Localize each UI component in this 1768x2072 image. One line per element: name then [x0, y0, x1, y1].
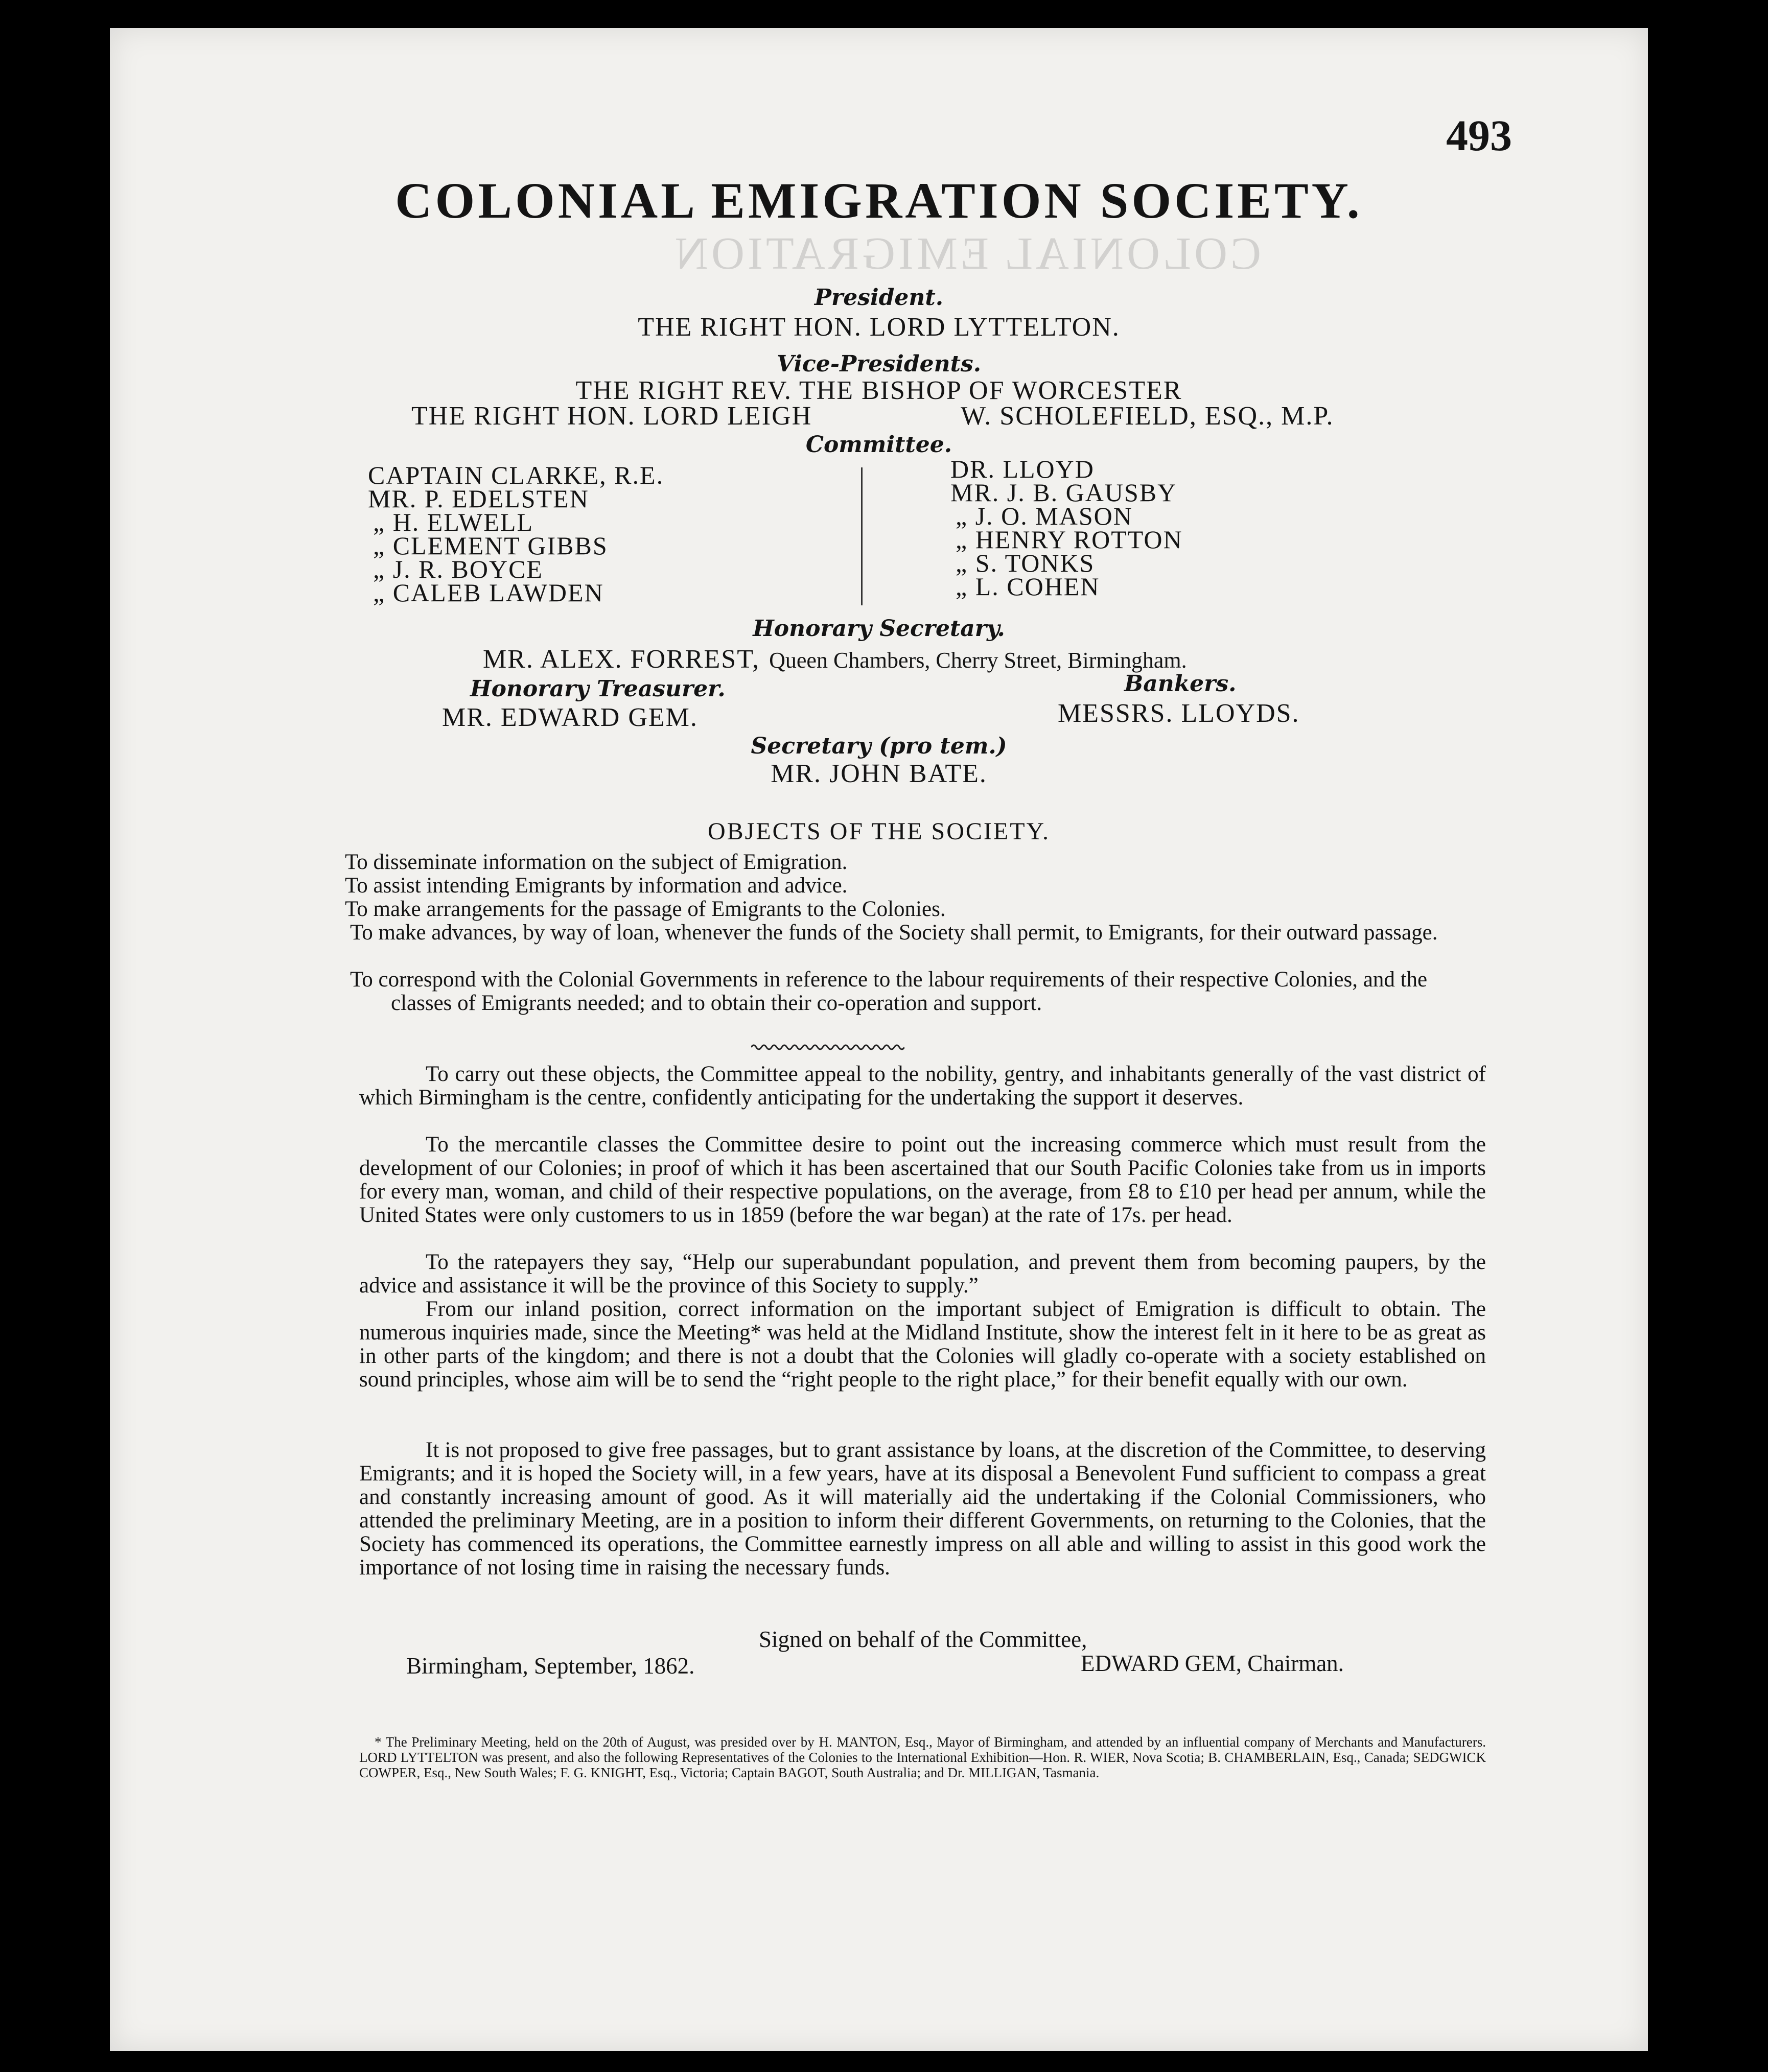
bleed-through-heading: COLONIAL EMIGRATION	[672, 228, 1262, 279]
honorary-treasurer-heading: Honorary Treasurer.	[470, 676, 726, 702]
vice-president-bishop: THE RIGHT REV. THE BISHOP OF WORCESTER	[575, 376, 1182, 405]
objects-heading: OBJECTS OF THE SOCIETY.	[708, 818, 1050, 845]
vice-presidents-heading: Vice-Presidents.	[776, 351, 982, 377]
committee-right-column	[950, 455, 1183, 601]
signed-line: Signed on behalf of the Committee,	[759, 1627, 1087, 1652]
honorary-secretary-heading: Honorary Secretary.	[753, 616, 1005, 642]
document-title: COLONIAL EMIGRATION SOCIETY.	[395, 172, 1363, 229]
object-item: To make arrangements for the passage of Emigrants to the Colonies.	[345, 897, 946, 921]
vice-president-scholefield: W. SCHOLEFIELD, ESQ., M.P.	[961, 402, 1334, 431]
object-item: To correspond with the Colonial Governments in reference to the labour requirements of their respective Colonies, and the classes of Emigrants needed; and to obtain their co-operation and support.	[350, 968, 1428, 1015]
committee-member: MR. J. B. GAUSBY	[950, 478, 1177, 507]
body-paragraph: To carry out these objects, the Committee appeal to the nobility, gentry, and inhabitants generally of the vast district of which Birmingham is the centre, confidently anticipating for the undertaking the support it deserves.	[359, 1062, 1486, 1110]
place-date: Birmingham, September, 1862.	[406, 1653, 695, 1679]
committee-member: CAPTAIN CLARKE, R.E.	[368, 461, 664, 489]
bankers-name: MESSRS. LLOYDS.	[1058, 699, 1300, 728]
secretary-heading: Secretary (pro tem.)	[751, 733, 1007, 759]
signer: EDWARD GEM, Chairman.	[1081, 1651, 1344, 1676]
committee-member: „ H. ELWELL	[373, 508, 533, 536]
footnote: * The Preliminary Meeting, held on the 20th of August, was presided over by H. MANTON, Esq., Mayor of Birmingham, and attended by an influential company of Merchants and Manufacturers. LORD LYTTELTON was present, and also the following Representatives of the Colonies to the International Exhibition—Hon. R. WIER, Nova Scotia; B. CHAMBERLAIN, Esq., Canada; SEDGWICK COWPER, Esq., New South Wales; F. G. KNIGHT, Esq., Victoria; Captain BAGOT, South Australia; and Dr. MILLIGAN, Tasmania.	[359, 1734, 1486, 1780]
committee-heading: Committee.	[805, 432, 952, 458]
bankers-heading: Bankers.	[1124, 671, 1237, 697]
object-item: To assist intending Emigrants by information and advice.	[345, 874, 848, 898]
committee-left-column	[368, 461, 664, 607]
committee-member: „ J. O. MASON	[956, 502, 1133, 530]
committee-member: „ CALEB LAWDEN	[373, 578, 604, 607]
honorary-secretary-line	[483, 644, 1187, 674]
committee-member: „ S. TONKS	[956, 549, 1095, 577]
body-paragraph: To the mercantile classes the Committee desire to point out the increasing commerce which must result from the development of our Colonies; in proof of which it has been ascertained that our South Pacific Colonies take from us in imports for every man, woman, and child of their respective populations, on the average, from £8 to £10 per head per annum, while the United States were only customers to us in 1859 (before the war began) at the rate of 17s. per head.	[359, 1133, 1486, 1227]
president-heading: President.	[814, 285, 944, 311]
honorary-secretary-name: MR. ALEX. FORREST,	[483, 645, 760, 674]
president-name: THE RIGHT HON. LORD LYTTELTON.	[638, 313, 1120, 342]
committee-divider	[861, 467, 863, 605]
committee-member: MR. P. EDELSTEN	[368, 484, 589, 513]
body-paragraph: It is not proposed to give free passages, but to grant assistance by loans, at the discretion of the Committee, to deserving Emigrants; and it is hoped the Society will, in a few years, have at its disposal a Benevolent Fund sufficient to compass a great and constantly increasing amount of good. As it will materially aid the undertaking if the Colonial Commissioners, who attended the preliminary Meeting, are in a position to inform their different Governments, on returning to the Colonies, that the Society has commenced its operations, the Committee earnestly impress on all able and willing to assist in this good work the importance of not losing time in raising the necessary funds.	[359, 1438, 1486, 1580]
committee-member: „ L. COHEN	[956, 572, 1100, 601]
vice-president-leigh: THE RIGHT HON. LORD LEIGH	[411, 402, 812, 431]
committee-member: „ HENRY ROTTON	[956, 525, 1183, 554]
object-item: To disseminate information on the subject of Emigration.	[345, 850, 848, 874]
committee-member: DR. LLOYD	[950, 455, 1095, 483]
honorary-secretary-address: Queen Chambers, Cherry Street, Birmingham.	[769, 648, 1187, 673]
document-page	[110, 28, 1648, 2051]
secretary-name: MR. JOHN BATE.	[771, 759, 987, 788]
honorary-treasurer-name: MR. EDWARD GEM.	[442, 703, 698, 732]
page-number: 493	[1446, 111, 1512, 160]
wavy-rule	[751, 1042, 904, 1052]
committee-member: „ J. R. BOYCE	[373, 555, 543, 583]
object-item: To make advances, by way of loan, whenever the funds of the Society shall permit, to Emigrants, for their outward passage.	[350, 921, 1438, 945]
body-paragraph: From our inland position, correct information on the important subject of Emigration is difficult to obtain. The numerous inquiries made, since the Meeting* was held at the Midland Institute, show the interest felt in it here to be as great as in other parts of the kingdom; and there is not a doubt that the Colonies will gladly co-operate with a society established on sound principles, whose aim will be to send the “right people to the right place,” for their benefit equally with our own.	[359, 1297, 1486, 1392]
body-paragraph: To the ratepayers they say, “Help our superabundant population, and prevent them from becoming paupers, by the advice and assistance it will be the province of this Society to supply.”	[359, 1250, 1486, 1298]
committee-member: „ CLEMENT GIBBS	[373, 531, 608, 560]
